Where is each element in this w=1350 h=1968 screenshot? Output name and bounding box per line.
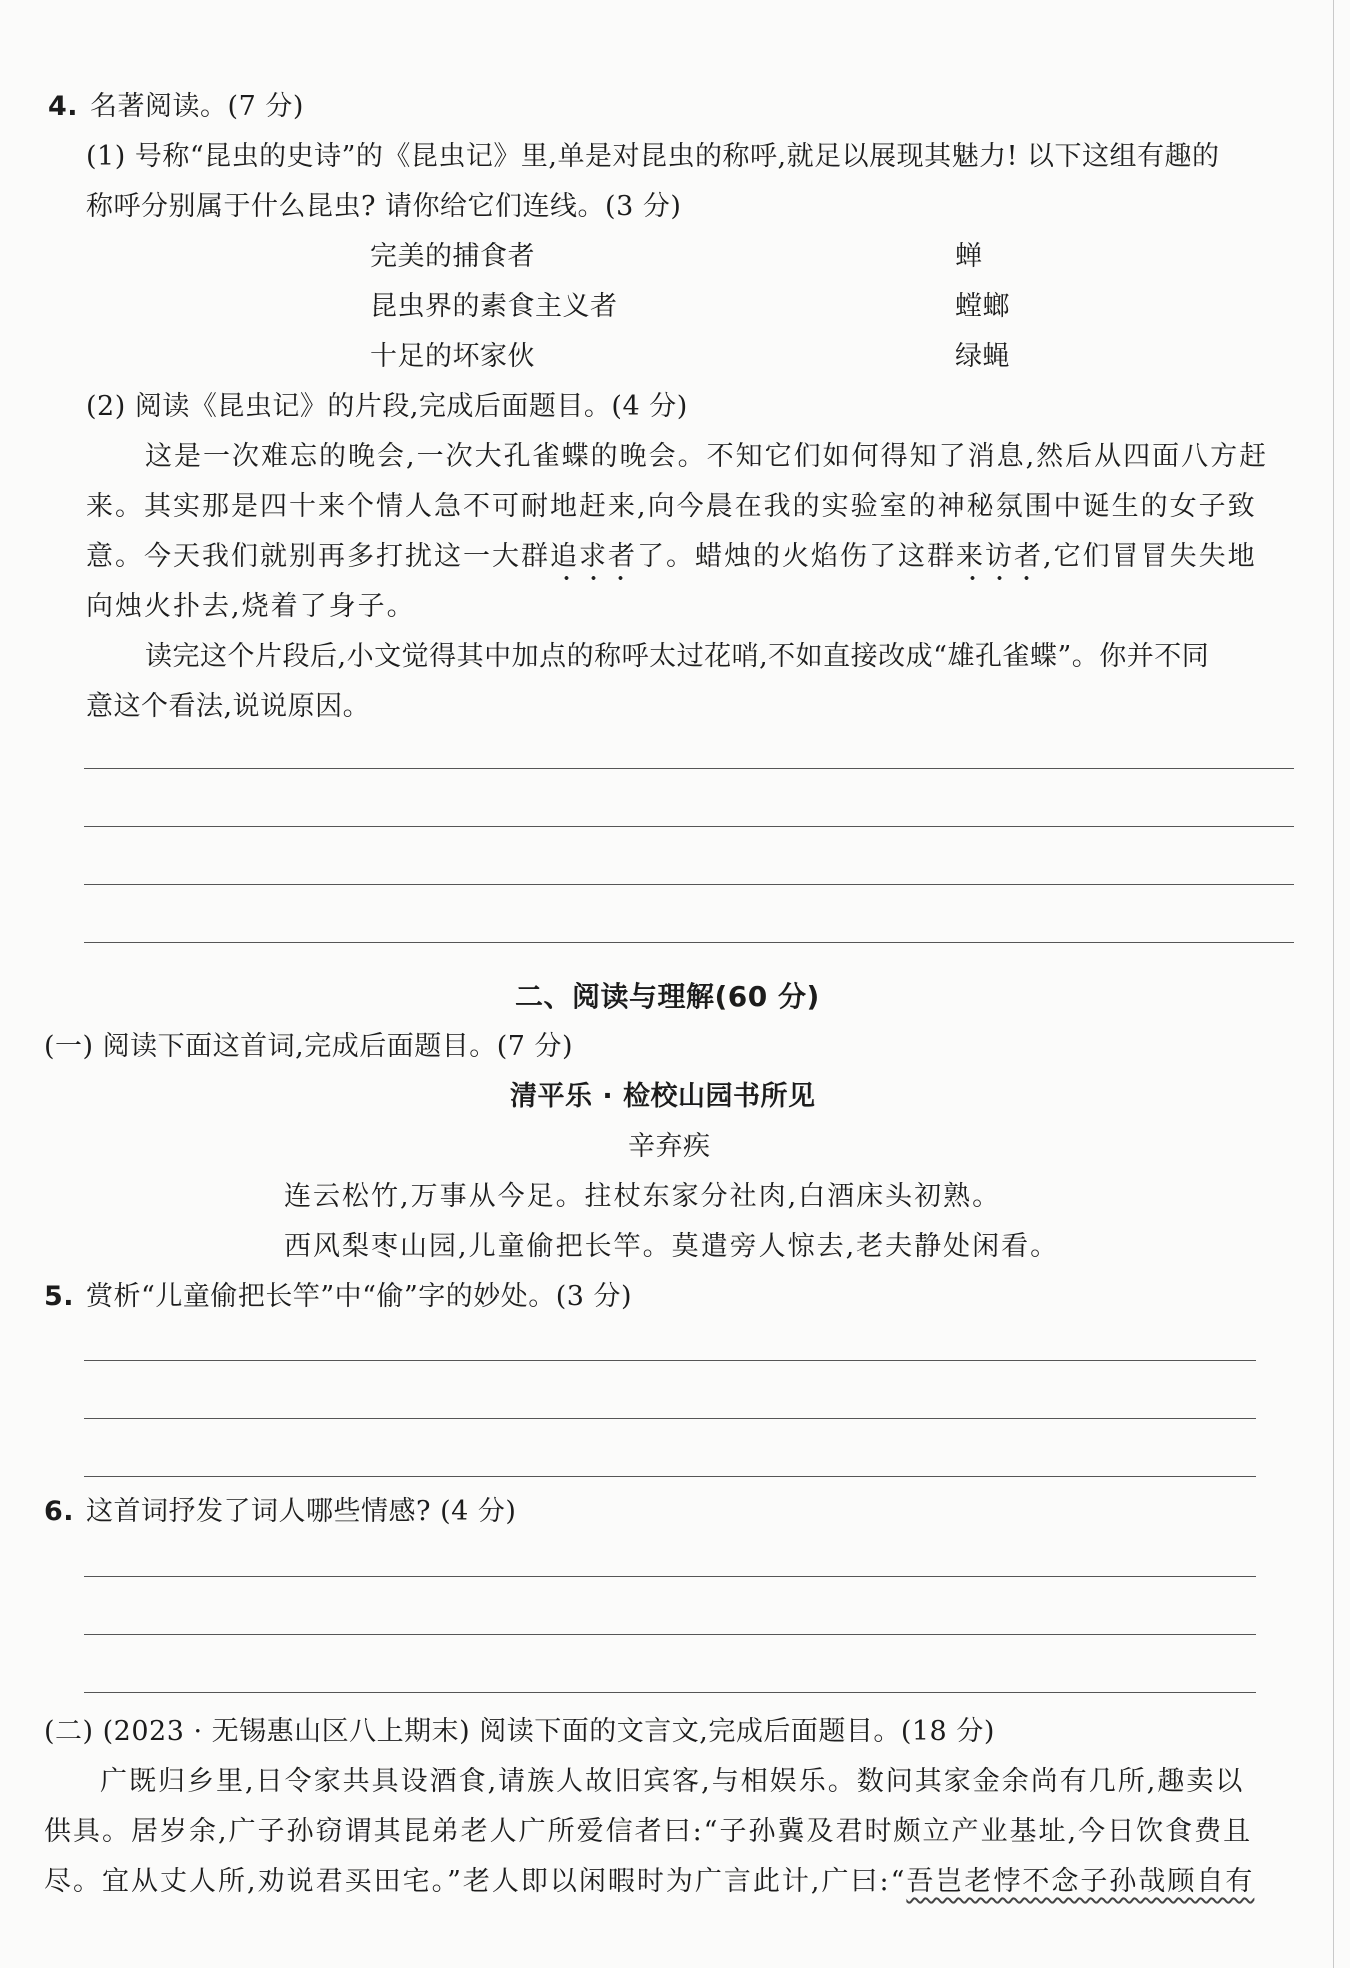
q4-question-line2: 意这个看法,说说原因。 [86,691,371,722]
poem-title: 清平乐 · 检校山园书所见 [510,1081,816,1112]
match-right-item-1: 蝉 [955,241,983,272]
poem-author: 辛弃疾 [628,1131,711,1162]
answer-line-q6-3[interactable] [84,1692,1256,1693]
q4-part1-line2: 称呼分别属于什么昆虫? 请你给它们连线。(3 分) [86,191,682,222]
answer-line-q6-2[interactable] [84,1634,1256,1635]
q6-heading [44,1495,516,1529]
excerpt-line2: 来。其实那是四十来个情人急不可耐地赶来,向今晨在我的实验室的神秘氛围中诞生的女子致 [86,491,1257,522]
wavy-underlined-sentence: 吾岂老悖不念子孙哉顾自有 [906,1866,1255,1897]
section2-heading: 二、阅读与理解(60 分) [515,980,820,1013]
answer-line-q4-4[interactable] [84,942,1294,943]
section2-part1-intro: (一) 阅读下面这首词,完成后面题目。(7 分) [44,1031,574,1062]
excerpt-line3-c: ,它们冒冒失失地 [1043,541,1257,572]
answer-line-q5-2[interactable] [84,1418,1256,1419]
q5-heading [44,1280,632,1314]
classical-line2: 供具。居岁余,广子孙窃谓其昆弟老人广所爱信者曰:“子孙冀及君时颇立产业基址,今日饮食费且 [44,1816,1253,1847]
answer-line-q4-1[interactable] [84,768,1294,769]
q5-number: 5. [44,1281,75,1312]
excerpt-line3 [86,540,1257,574]
dotted-term-visitors: 来访者 [956,541,1043,572]
classical-line3-a: 尽。宜从丈人所,劝说君买田宅。”老人即以闲暇时为广言此计,广曰:“ [44,1866,907,1897]
excerpt-line4: 向烛火扑去,烧着了身子。 [86,591,416,622]
q6-text: 这首词抒发了词人哪些情感? (4 分) [86,1496,517,1527]
match-right-item-2: 螳螂 [955,291,1010,322]
answer-line-q5-3[interactable] [84,1476,1256,1477]
q4-part2-title: (2) 阅读《昆虫记》的片段,完成后面题目。(4 分) [86,391,688,422]
match-right-item-3: 绿蝇 [955,341,1010,372]
dotted-term-pursuers: 追求者 [550,541,637,572]
poem-line2: 西风梨枣山园,儿童偷把长竿。莫遣旁人惊去,老夫静处闲看。 [284,1231,1060,1262]
poem-line1: 连云松竹,万事从今足。拄杖东家分社肉,白酒床头初熟。 [284,1181,1002,1212]
q5-text: 赏析“儿童偷把长竿”中“偷”字的妙处。(3 分) [86,1281,633,1312]
match-left-item-1: 完美的捕食者 [370,241,535,272]
match-left-item-2: 昆虫界的素食主义者 [370,291,618,322]
excerpt-line3-a: 意。今天我们就别再多打扰这一大群 [86,541,550,572]
answer-line-q6-1[interactable] [84,1576,1256,1577]
section2-part2-intro: (二) (2023 · 无锡惠山区八上期末) 阅读下面的文言文,完成后面题目。(18 分) [44,1716,995,1747]
q4-question-line1: 读完这个片段后,小文觉得其中加点的称呼太过花哨,不如直接改成“雄孔雀蝶”。你并不同 [145,641,1210,672]
answer-line-q5-1[interactable] [84,1360,1256,1361]
q4-heading [48,90,304,124]
q4-part1-line1: (1) 号称“昆虫的史诗”的《昆虫记》里,单是对昆虫的称呼,就足以展现其魅力! 以下这组有趣的 [86,141,1220,172]
classical-line3 [44,1865,1254,1899]
page-edge-line [1333,0,1334,1968]
answer-line-q4-3[interactable] [84,884,1294,885]
excerpt-line3-b: 了。蜡烛的火焰伤了这群 [637,541,956,572]
q4-title: 名著阅读。(7 分) [90,91,304,122]
match-left-item-3: 十足的坏家伙 [370,341,535,372]
classical-line1: 广既归乡里,日令家共具设酒食,请族人故旧宾客,与相娱乐。数问其家金余尚有几所,趣卖以 [100,1766,1245,1797]
q6-number: 6. [44,1496,75,1527]
excerpt-line1: 这是一次难忘的晚会,一次大孔雀蝶的晚会。不知它们如何得知了消息,然后从四面八方赶 [145,441,1269,472]
answer-line-q4-2[interactable] [84,826,1294,827]
q4-number: 4. [48,91,79,122]
